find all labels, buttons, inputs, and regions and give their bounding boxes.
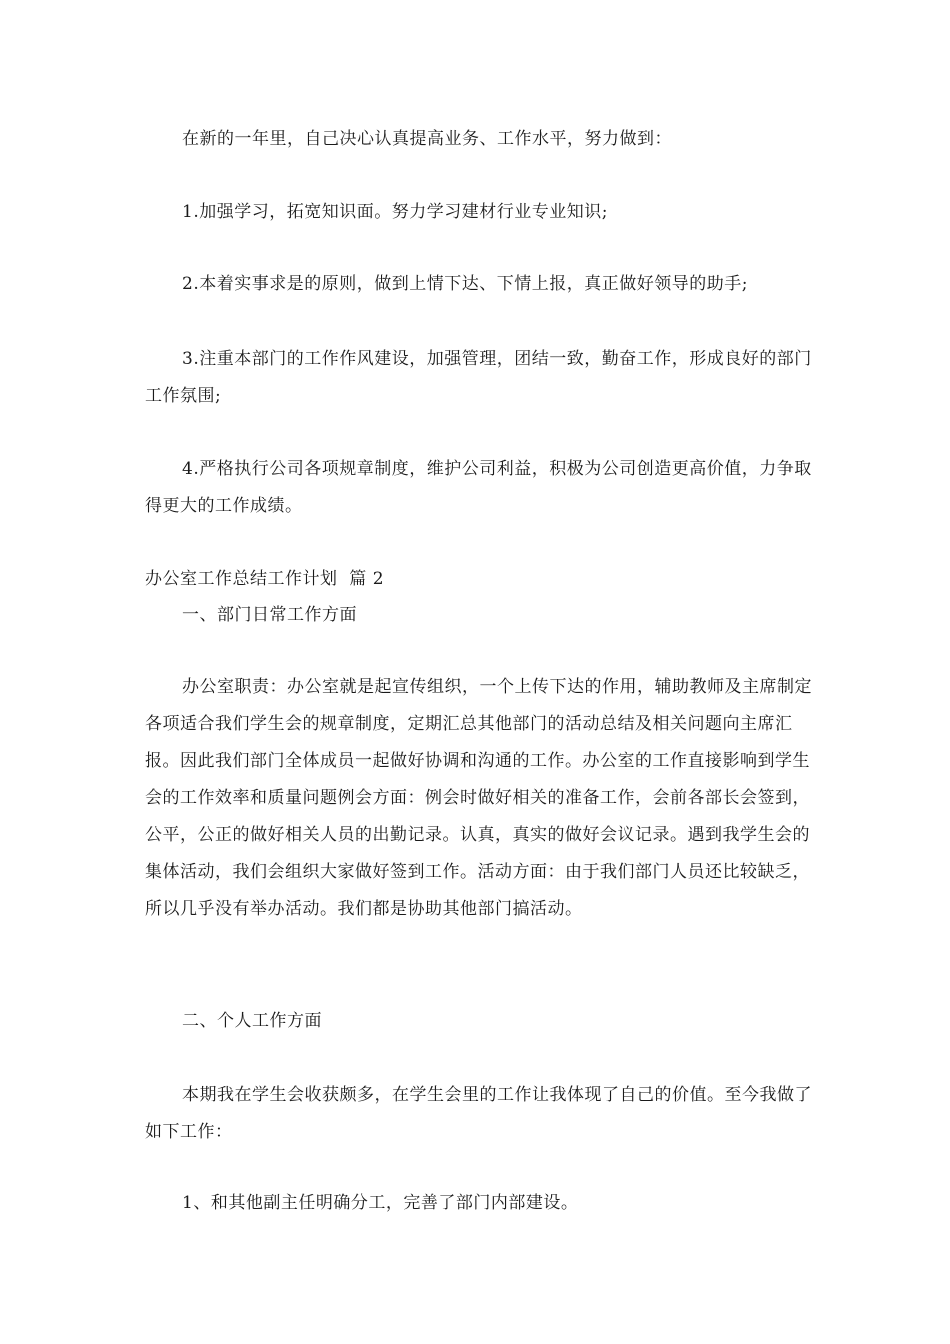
- subsection-2-body: 本期我在学生会收获颇多，在学生会里的工作让我体现了自己的价值。至今我做了如下工作：: [145, 1085, 812, 1142]
- goal-item-1: 1.加强学习，拓宽知识面。努力学习建材行业专业知识;: [182, 202, 608, 222]
- intro-paragraph: 在新的一年里，自己决心认真提高业务、工作水平，努力做到：: [182, 129, 672, 149]
- goal-item-3: 3.注重本部门的工作作风建设，加强管理，团结一致，勤奋工作，形成良好的部门工作氛围;: [145, 349, 812, 406]
- section-title: 办公室工作总结工作计划 篇 2: [145, 569, 385, 589]
- subsection-2-title: 二、个人工作方面: [182, 1011, 322, 1031]
- goal-item-4: 4.严格执行公司各项规章制度，维护公司利益，积极为公司创造更高价值，力争取得更大的工作成绩。: [145, 459, 812, 516]
- goal-item-2: 2.本着实事求是的原则，做到上情下达、下情上报，真正做好领导的助手;: [182, 274, 748, 294]
- subsection-2-item-1: 1、和其他副主任明确分工，完善了部门内部建设。: [182, 1193, 579, 1213]
- subsection-1-title: 一、部门日常工作方面: [182, 605, 357, 625]
- subsection-1-body: 办公室职责：办公室就是起宣传组织，一个上传下达的作用，辅助教师及主席制定各项适合我们学生会的规章制度，定期汇总其他部门的活动总结及相关问题向主席汇报。因此我们部门全体成员一起做好协调和沟通的工作。办公室的工作直接影响到学生会的工作效率和质量问题例会方面：例会时做好相关的准备工作，会前各部长会签到，公平，公正的做好相关人员的出勤记录。认真，真实的做好会议记录。遇到我学生会的集体活动，我们会组织大家做好签到工作。活动方面：由于我们部门人员还比较缺乏，所以几乎没有举办活动。我们都是协助其他部门搞活动。: [145, 677, 812, 919]
